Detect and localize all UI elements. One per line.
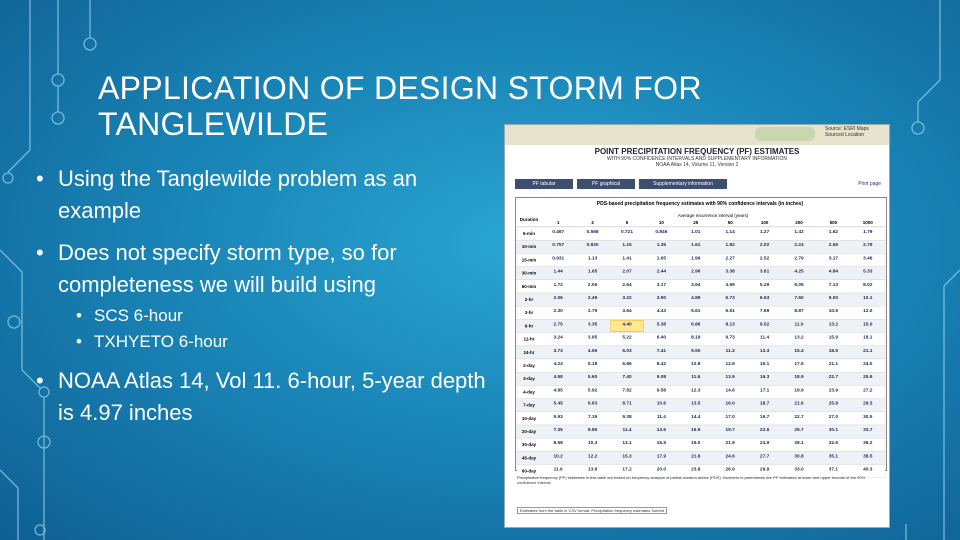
duration-cell: 2-hr: [524, 297, 534, 302]
map-legend-item: Source: ESRI Maps: [825, 126, 869, 132]
pf-value-cell: 2.79: [794, 256, 804, 262]
bullet-dot-icon: •: [76, 306, 82, 325]
pf-value-cell: 3.64: [622, 309, 632, 315]
sub-bullet-item: [30, 303, 500, 329]
slide-title: APPLICATION OF DESIGN STORM FOR TANGLEWILDE: [98, 70, 702, 142]
pf-value-cell: 6.86: [622, 362, 632, 367]
pf-value-cell: 29.9: [759, 467, 770, 473]
pf-value-cell: 6.63: [587, 401, 598, 407]
pf-value-cell: 12.9: [725, 362, 735, 367]
pf-value-cell: 21.1: [828, 362, 839, 367]
pf-value-cell: 16.0: [725, 401, 735, 407]
pf-value-cell: 6.03: [622, 348, 632, 354]
duration-cell: 12-hr: [523, 336, 535, 342]
pf-value-cell: 6.40: [656, 335, 667, 341]
pf-value-cell: 38.5: [863, 454, 873, 460]
pf-value-cell: 0.920: [586, 243, 599, 249]
duration-cell: 20-day: [521, 429, 537, 434]
pf-value-cell: 4.24: [553, 362, 563, 367]
pf-value-cell: 10.6: [828, 309, 839, 315]
pf-value-cell: 15.9: [828, 335, 839, 341]
pf-value-cell: 9.52: [759, 322, 770, 328]
pf-value-cell: 2.27: [725, 256, 735, 262]
pf-value-cell: 0.721: [620, 230, 634, 235]
bullet-text: Does not specify storm type, so for completeness we will build using: [58, 240, 397, 297]
pf-value-cell: 11.4: [622, 428, 632, 433]
pf-value-cell: 13.9: [725, 375, 735, 381]
pf-value-cell: 1.82: [725, 243, 735, 249]
pf-value-cell: 8.85: [587, 428, 598, 433]
pf-value-cell: 25.9: [863, 375, 873, 381]
pf-value-cell: 32.6: [828, 441, 839, 447]
pf-value-cell: 4.56: [587, 348, 598, 354]
pf-value-cell: 11.4: [760, 335, 770, 341]
pf-value-cell: 1.41: [622, 256, 632, 262]
pf-value-cell: 0.846: [655, 230, 668, 235]
pf-title: POINT PRECIPITATION FREQUENCY (PF) ESTIMATES: [594, 147, 800, 156]
pf-value-cell: 18.9: [794, 375, 804, 381]
pf-value-cell: 22.7: [828, 375, 839, 381]
pf-value-cell: 17.2: [622, 467, 632, 473]
ari-column-label: 200: [795, 220, 803, 225]
pf-value-cell: 1.65: [656, 256, 667, 262]
pf-value-cell: 9.58: [656, 388, 667, 394]
pf-value-cell: 2.79: [863, 243, 873, 249]
pf-value-cell: 26.9: [725, 467, 735, 473]
pf-value-cell: 10.1: [863, 296, 873, 301]
pf-value-cell: 7.13: [828, 282, 839, 288]
bullet-dot-icon: •: [36, 368, 44, 393]
pf-value-cell: 5.38: [656, 322, 667, 328]
pf-value-cell: 0.467: [552, 230, 565, 235]
duration-cell: 3-hr: [524, 310, 534, 316]
pf-value-cell: 1.14: [725, 230, 735, 235]
pf-value-cell: 23.9: [828, 388, 839, 394]
pf-value-cell: 8.13: [725, 322, 735, 328]
ari-column-label: 500: [829, 220, 838, 225]
tab-pf-tabular[interactable]: PF tabular: [515, 179, 573, 189]
pf-value-cell: 30.1: [828, 428, 839, 433]
pf-value-cell: 17.5: [794, 362, 804, 367]
pf-value-cell: 7.35: [553, 428, 563, 433]
pf-value-cell: 8.58: [553, 441, 563, 447]
pf-value-cell: 20.0: [656, 467, 667, 473]
pf-value-cell: 2.64: [622, 282, 632, 288]
ari-header: Average recurrence interval (years): [677, 213, 749, 218]
pf-value-cell: 13.1: [622, 441, 632, 447]
pf-value-cell: 18.7: [759, 401, 770, 407]
pf-value-cell: 8.87: [794, 309, 804, 315]
pf-value-cell: 3.35: [587, 322, 598, 328]
pf-value-cell: 5.45: [553, 401, 563, 407]
pf-value-cell: 2.79: [587, 309, 598, 315]
bullet-list: [30, 163, 500, 439]
pf-value-cell: 21.6: [691, 454, 701, 460]
ari-column-label: 10: [658, 220, 664, 225]
pf-value-cell: 24.9: [759, 441, 770, 447]
pf-value-cell: 37.1: [828, 467, 839, 473]
pf-value-cell: 19.7: [725, 428, 735, 433]
pf-value-cell: 3.90: [656, 296, 667, 301]
bullet-item: [30, 163, 500, 227]
pf-value-cell: 5.33: [863, 269, 873, 275]
pf-value-cell: 1.61: [691, 243, 701, 249]
pf-value-cell: 9.00: [828, 296, 839, 301]
pf-value-cell: 3.17: [656, 282, 667, 288]
pf-value-cell: 13.3: [759, 348, 770, 354]
pf-table: [505, 125, 889, 527]
ari-column-label: 25: [693, 220, 699, 225]
pf-value-cell: 27.7: [759, 454, 770, 460]
pf-value-cell: 3.95: [587, 335, 598, 341]
pf-value-cell: 9.08: [656, 375, 667, 381]
duration-cell: 7-day: [523, 402, 535, 408]
pf-value-cell: 8.02: [863, 282, 873, 288]
pf-value-cell: 22.7: [794, 414, 804, 420]
pf-value-cell: 24.0: [863, 362, 873, 367]
pf-value-cell: 15.4: [794, 348, 804, 354]
pf-value-cell: 5.29: [759, 282, 770, 288]
pf-value-cell: 2.24: [794, 243, 804, 249]
pf-value-cell: 24.6: [725, 454, 735, 460]
pf-value-cell: 0.931: [552, 256, 565, 262]
pf-value-cell: 2.56: [828, 243, 839, 249]
pf-value-cell: 10.2: [553, 454, 563, 460]
duration-cell: 45-day: [521, 455, 537, 461]
bullet-item: [30, 237, 500, 301]
pf-value-cell: 3.17: [828, 256, 839, 262]
pf-value-cell: 33.0: [794, 467, 804, 473]
table-notes: Precipitation frequency (PF) estimates in this table are based on frequency analysis of partial duration series (PDS). Numbers in parenthesis are PF estimates at lower and upper bounds of the 90% confidence interval.: [517, 475, 866, 485]
pf-value-cell: 19.9: [794, 388, 804, 394]
pf-value-cell: 17.9: [656, 454, 667, 460]
table-caption: PDS-based precipitation frequency estimates with 90% confidence intervals (in inches): [596, 201, 804, 207]
pf-value-cell: 5.61: [691, 309, 701, 315]
pf-value-cell: 7.69: [759, 309, 770, 315]
csv-export-text[interactable]: Estimates from the table in CSV format: Precipitation frequency estimates Submit: [517, 507, 667, 514]
pf-value-cell: 25.8: [828, 401, 839, 407]
pf-value-cell: 18.1: [863, 335, 873, 341]
sub-bullet-text: TXHYETO 6-hour: [94, 332, 228, 351]
print-page-link[interactable]: Print page: [858, 181, 881, 187]
pf-value-cell: 3.73: [553, 348, 563, 354]
pf-value-cell: 6.05: [794, 282, 804, 288]
bullet-item: [30, 365, 500, 429]
bullet-text: Using the Tanglewilde problem as an example: [58, 166, 418, 223]
pf-value-cell: 2.96: [691, 269, 701, 275]
pf-value-cell: 13.6: [656, 428, 667, 433]
pf-value-cell: 17.1: [759, 388, 770, 394]
pf-value-cell: 16.9: [691, 428, 701, 433]
pf-value-cell: 9.50: [691, 348, 701, 354]
pf-value-cell: 5.60: [587, 375, 598, 381]
pf-value-cell: 9.73: [725, 335, 735, 341]
duration-cell: 6-hr: [524, 323, 534, 329]
pf-value-cell: 8.19: [691, 335, 701, 341]
pf-value-cell: 3.24: [553, 335, 563, 341]
pf-value-cell: 2.30: [553, 309, 563, 315]
pf-subtitle: WITH 90% CONFIDENCE INTERVALS AND SUPPLEMENTARY INFORMATION: [606, 156, 788, 162]
pf-value-cell: 15.0: [863, 322, 873, 328]
pf-value-cell: 7.40: [622, 375, 632, 381]
pf-value-cell: 4.89: [691, 296, 701, 301]
pf-value-cell: 5.73: [725, 296, 735, 301]
pf-value-cell: 33.7: [863, 428, 873, 433]
map-legend-item: Sourced Location: [825, 132, 864, 138]
pf-value-cell: 0.568: [586, 230, 599, 235]
duration-cell: 2-day: [523, 363, 535, 368]
pf-value-cell: 15.1: [759, 362, 770, 367]
pf-value-cell: 3.46: [863, 256, 873, 262]
pf-value-cell: 1.72: [553, 282, 563, 288]
pf-value-cell: 11.6: [691, 375, 701, 381]
pf-value-cell: 6.61: [725, 309, 735, 315]
pf-value-cell: 1.35: [656, 243, 667, 249]
pf-value-cell: 11.4: [656, 414, 666, 420]
pf-value-cell: 5.93: [553, 414, 563, 420]
pf-value-cell: 7.19: [587, 414, 598, 420]
pf-value-cell: 2.06: [587, 282, 598, 288]
pf-value-cell: 7.60: [794, 296, 804, 301]
pf-value-cell: 17.0: [725, 414, 735, 420]
pf-value-cell: 1.44: [553, 269, 563, 275]
ari-column-label: 1: [556, 220, 560, 225]
duration-header: Duration: [519, 217, 539, 222]
bullet-dot-icon: •: [76, 332, 82, 351]
pf-value-cell: 5.18: [587, 362, 598, 367]
pf-value-cell: 4.84: [828, 269, 839, 275]
duration-cell: 10-day: [521, 415, 537, 421]
pf-value-cell: 8.42: [656, 362, 667, 367]
bullet-text: NOAA Atlas 14, Vol 11. 6-hour, 5-year depth is 4.97 inches: [58, 368, 486, 425]
pf-value-cell: 2.49: [587, 296, 598, 301]
pf-value-cell: 36.2: [863, 441, 873, 447]
pf-value-cell: 3.94: [691, 282, 701, 288]
bullet-dot-icon: •: [36, 166, 44, 191]
pf-value-cell: 4.43: [656, 309, 667, 315]
pf-value-cell: 12.0: [863, 309, 873, 315]
pf-value-cell: 6.86: [691, 322, 701, 328]
pf-value-cell: 15.5: [656, 441, 667, 447]
pf-value-cell: 3.22: [622, 296, 632, 301]
pf-value-cell: 4.25: [794, 269, 804, 275]
pf-value-cell: 2.06: [553, 296, 563, 301]
pf-value-cell: 21.1: [863, 348, 873, 354]
tab-supplementary[interactable]: Supplementary information: [639, 179, 727, 189]
duration-cell: 24-hr: [523, 349, 535, 355]
sub-bullet-item: [30, 329, 500, 355]
pf-value-cell: 16.3: [759, 375, 770, 381]
pf-value-cell: 6.63: [759, 296, 770, 301]
pf-value-cell: 23.8: [691, 467, 701, 473]
pf-value-cell: 30.8: [794, 454, 804, 460]
duration-cell: 60-min: [521, 283, 537, 289]
ari-column-label: 2: [591, 220, 594, 225]
pf-value-cell: 14.4: [691, 414, 701, 420]
pf-value-cell: 1.27: [759, 230, 770, 235]
duration-cell: 15-min: [521, 257, 537, 263]
pf-value-cell: 35.1: [828, 454, 839, 460]
pf-value-cell: 1.01: [691, 230, 701, 235]
pf-value-cell: 22.6: [759, 428, 770, 433]
pf-value-cell: 28.1: [794, 441, 804, 447]
pf-value-cell: 1.65: [587, 269, 598, 275]
pf-value-cell: 25.7: [794, 428, 804, 433]
pf-value-cell: 3.81: [759, 269, 770, 275]
sub-bullet-text: SCS 6-hour: [94, 306, 183, 325]
pf-value-cell: 19.0: [691, 441, 701, 447]
bullet-dot-icon: •: [36, 240, 44, 265]
pf-value-cell: 40.3: [863, 467, 873, 473]
pf-value-cell: 1.79: [863, 230, 873, 235]
pf-value-cell: 14.6: [725, 388, 735, 394]
csv-export-bar: [517, 507, 747, 515]
duration-cell: 30-min: [521, 270, 537, 276]
pf-value-cell: 13.2: [828, 322, 839, 328]
ari-column-label: 1000: [862, 220, 873, 225]
duration-cell: 5-min: [522, 231, 536, 236]
pf-value-cell: 19.7: [759, 414, 770, 420]
duration-cell: 10-min: [521, 244, 537, 250]
pf-value-cell: 2.44: [656, 269, 667, 275]
pf-value-cell: 21.9: [725, 441, 735, 447]
pf-value-cell: 1.15: [622, 243, 632, 249]
pf-value-cell: 1.42: [794, 230, 804, 235]
noaa-screenshot: [504, 124, 890, 528]
ari-column-label: 100: [760, 220, 769, 225]
pf-value-cell: 2.02: [759, 243, 770, 249]
pf-value-cell: 10.3: [587, 441, 598, 447]
pf-value-cell: 13.2: [794, 335, 804, 341]
pf-value-cell: 5.92: [587, 388, 598, 394]
pf-value-cell: 30.5: [863, 414, 873, 420]
pf-value-cell: 27.0: [828, 414, 839, 420]
pf-value-cell: 10.6: [656, 401, 667, 407]
pf-value-cell: 1.99: [691, 256, 701, 262]
pf-value-cell: 11.0: [794, 322, 804, 328]
pf-value-cell: 2.07: [622, 269, 632, 275]
pf-value-cell: 3.38: [725, 269, 735, 275]
pf-value-cell: 12.3: [691, 388, 701, 394]
pf-value-cell: 27.2: [863, 388, 873, 394]
pf-value-cell: 9.38: [622, 414, 632, 420]
pf-value-cell: 7.82: [622, 388, 632, 394]
pf-value-cell: 7.41: [656, 348, 667, 354]
pf-value-cell: 12.2: [587, 454, 598, 460]
duration-cell: 4-day: [523, 389, 535, 395]
pf-value-cell: 13.8: [587, 467, 598, 473]
tab-pf-graphical[interactable]: PF graphical: [577, 179, 635, 189]
ari-column-label: 50: [727, 220, 733, 225]
pf-value-cell: 11.6: [553, 467, 563, 473]
duration-cell: 3-day: [523, 376, 535, 382]
duration-cell: 30-day: [521, 442, 537, 448]
pf-value-cell: 29.3: [863, 401, 873, 407]
pf-value-cell: 4.40: [622, 322, 632, 328]
pf-value-cell: 4.58: [553, 375, 563, 381]
pf-value-cell: 10.8: [691, 362, 701, 367]
atlas-version: NOAA Atlas 14, Volume 11, Version 2: [655, 162, 739, 168]
pf-value-cell: 4.59: [725, 282, 735, 288]
pf-value-cell: 11.3: [725, 348, 735, 354]
pf-value-cell: 2.75: [553, 322, 563, 328]
pf-value-cell: 21.6: [794, 401, 804, 407]
ari-column-label: 5: [625, 220, 629, 225]
pf-value-cell: 0.757: [552, 243, 565, 249]
pf-value-cell: 1.62: [828, 230, 839, 235]
pf-value-cell: 4.85: [553, 388, 563, 394]
pf-value-cell: 15.3: [622, 454, 632, 460]
pf-value-cell: 5.22: [622, 335, 632, 341]
duration-cell: 60-day: [521, 468, 537, 474]
pf-value-cell: 2.52: [759, 256, 770, 262]
pf-value-cell: 13.5: [691, 401, 701, 407]
pf-value-cell: 8.71: [622, 401, 632, 407]
pf-value-cell: 1.13: [587, 256, 598, 262]
pf-value-cell: 18.5: [828, 348, 839, 354]
